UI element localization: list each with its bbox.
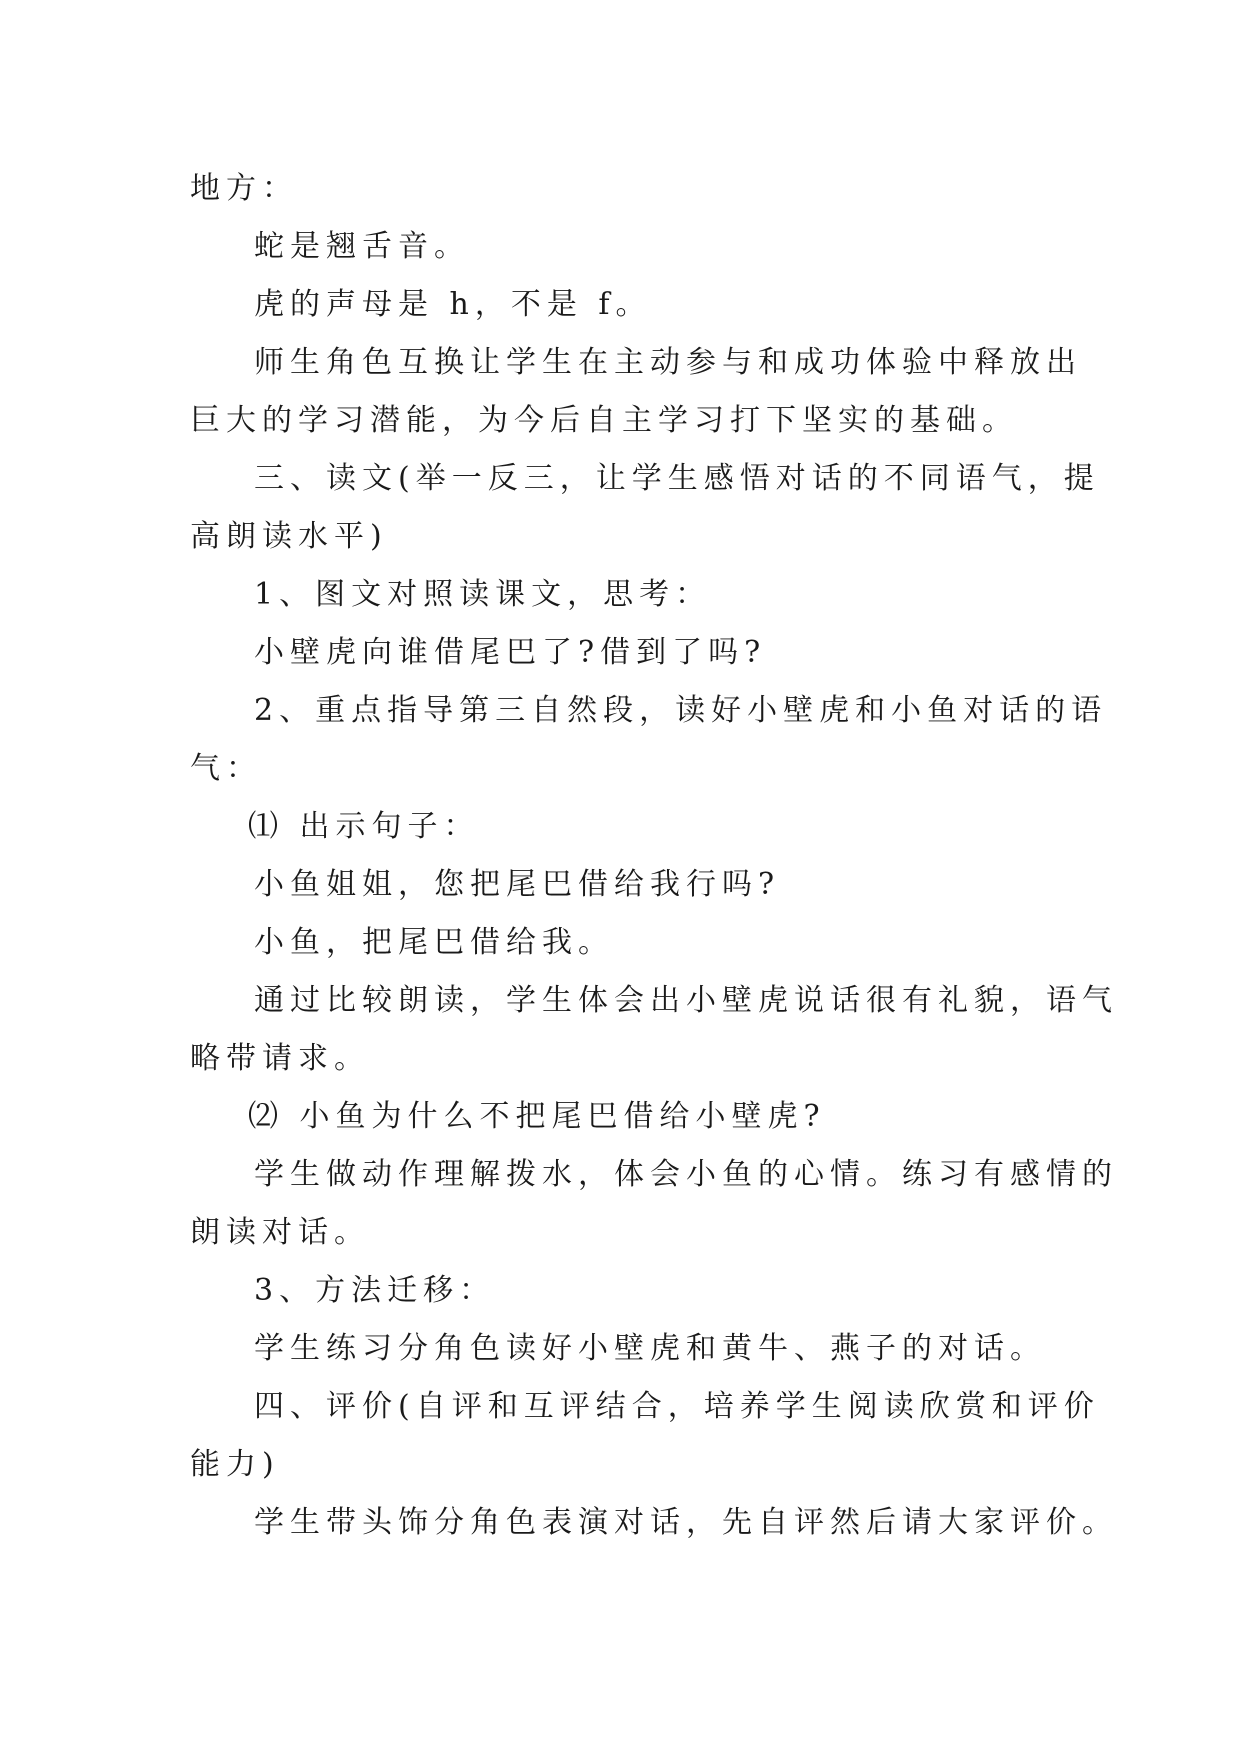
text-line: 高朗读水平) bbox=[190, 519, 388, 554]
text-line: 气： bbox=[190, 751, 262, 786]
text-line: 师生角色互换让学生在主动参与和成功体验中释放出 bbox=[254, 345, 1082, 380]
text-line: 小鱼姐姐，您把尾巴借给我行吗? bbox=[254, 867, 781, 902]
text-line: 学生练习分角色读好小壁虎和黄牛、燕子的对话。 bbox=[254, 1331, 1046, 1366]
section-heading: 四、评价(自评和互评结合，培养学生阅读欣赏和评价 bbox=[254, 1389, 1100, 1424]
text-line: 1、图文对照读课文，思考： bbox=[254, 577, 712, 612]
text-line: 小鱼，把尾巴借给我。 bbox=[254, 925, 614, 960]
text-line: 3、方法迁移： bbox=[254, 1273, 496, 1308]
text-line: ⑵ 小鱼为什么不把尾巴借给小壁虎? bbox=[248, 1099, 826, 1134]
text-line: 小壁虎向谁借尾巴了?借到了吗? bbox=[254, 635, 767, 670]
text-line: 巨大的学习潜能，为今后自主学习打下坚实的基础。 bbox=[190, 403, 1018, 438]
text-line: 虎的声母是 h，不是 f。 bbox=[254, 287, 652, 322]
text-line: 通过比较朗读，学生体会出小壁虎说话很有礼貌，语气 bbox=[254, 983, 1118, 1018]
section-heading: 三、读文(举一反三，让学生感悟对话的不同语气，提 bbox=[254, 461, 1100, 496]
text-line: 略带请求。 bbox=[190, 1041, 370, 1076]
text-line: 朗读对话。 bbox=[190, 1215, 370, 1250]
text-line: 地方： bbox=[190, 171, 298, 206]
text-line: 能力) bbox=[190, 1447, 280, 1482]
text-line: 蛇是翘舌音。 bbox=[254, 229, 470, 264]
text-line: 2、重点指导第三自然段，读好小壁虎和小鱼对话的语 bbox=[254, 693, 1108, 728]
document-body bbox=[190, 160, 1118, 1552]
text-line: ⑴ 出示句子： bbox=[248, 809, 480, 844]
text-line: 学生带头饰分角色表演对话，先自评然后请大家评价。 bbox=[254, 1505, 1118, 1540]
text-line: 学生做动作理解拨水，体会小鱼的心情。练习有感情的 bbox=[254, 1157, 1118, 1192]
